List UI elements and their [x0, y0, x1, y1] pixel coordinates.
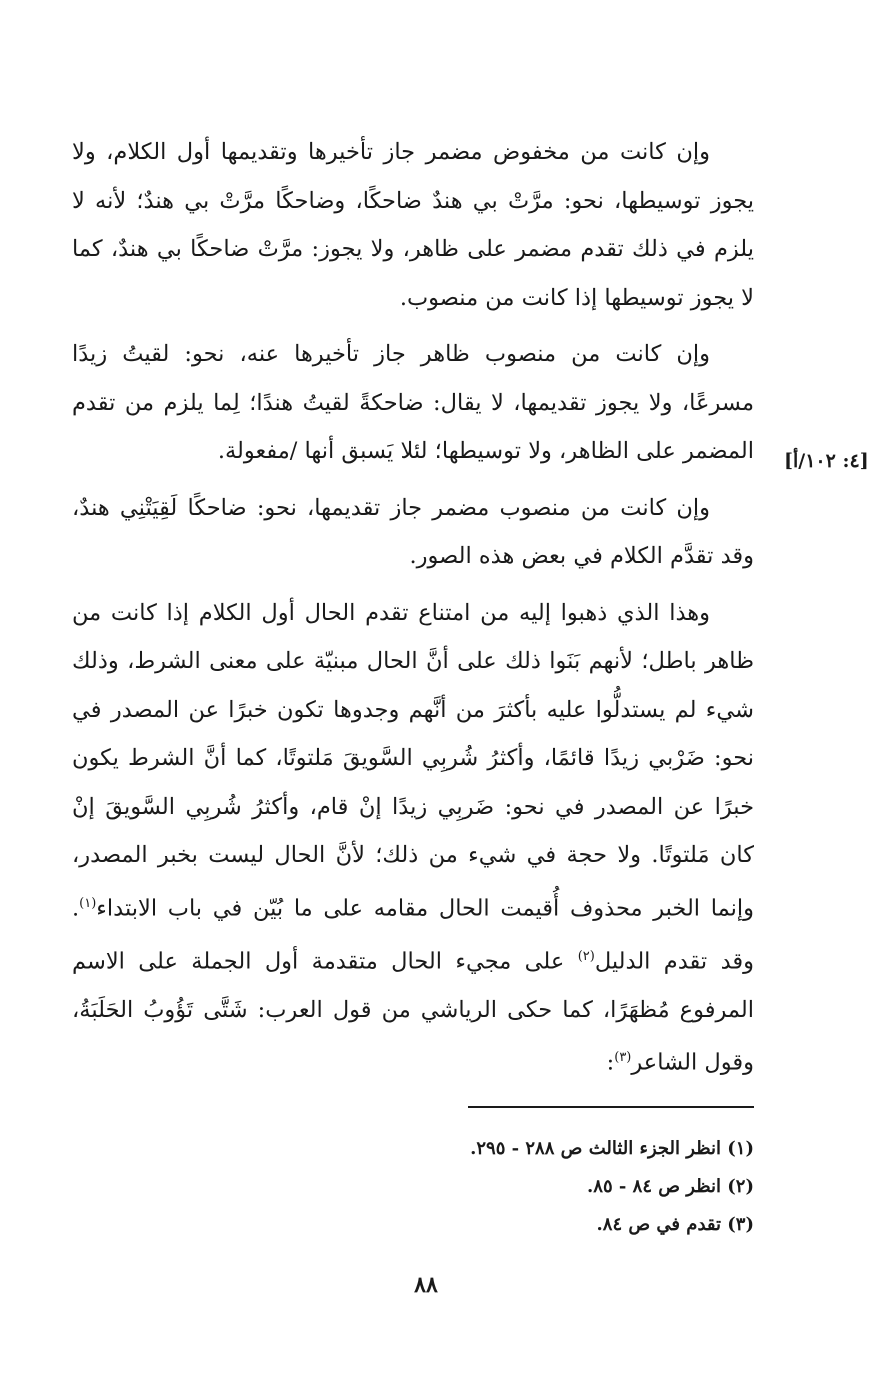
footnote-ref-1: (١): [79, 895, 97, 911]
paragraph-1: وإن كانت من مخفوض مضمر جاز تأخيرها وتقديمها أول الكلام، ولا يجوز توسيطها، نحو: مرَّتْ بي هندٌ ضاحكًا، وضاحكًا مرَّتْ بي هندٌ؛ لأنه لا يلزم في ذلك تقدم مضمر على ظاهر، ولا يجوز: مرَّتْ ضاحكًا بي هندٌ، كما لا يجوز توسيطها إذا كانت من منصوب.: [72, 139, 754, 311]
manuscript-folio-marker: [٤: ١٠٢/أ]: [784, 450, 869, 472]
footnote-divider: [468, 1106, 754, 1108]
footnote-2: (٢) انظر ص ٨٤ - ٨٥.: [587, 1176, 754, 1197]
paragraph-4-tail-b: على مجيء الحال متقدمة أول الجملة على الاسم المرفوع مُظهَرًا، كما حكى الرياشي من قول العرب: شَتَّى تَؤُوبُ الحَلَبَةُ، وقول الشاعر: [72, 948, 754, 1076]
main-text: [72, 128, 754, 1095]
footnote-ref-3: (٣): [614, 1050, 632, 1065]
footnotes: [300, 1130, 754, 1244]
footnote-1: (١) انظر الجزء الثالث ص ٢٨٨ - ٢٩٥.: [470, 1138, 754, 1159]
paragraph-4-tail-a: . وقد تقدم الدليل: [72, 895, 754, 974]
paragraph-4-tail-c: :: [606, 1049, 615, 1076]
paragraph-4-body: وهذا الذي ذهبوا إليه من امتناع تقدم الحال أول الكلام إذا كانت من ظاهر باطل؛ لأنهم بَنَوا ذلك على أنَّ الحال مبنيّة على معنى الشرط، وذلك شيء لم يستدلُّوا عليه بأكثرَ من أنَّهم وجدوها تكون خبرًا عن المصدر في نحو: ضَرْبي زيدًا قائمًا، وأكثرُ شُربِي السَّويقَ مَلتوتًا، كما أنَّ الشرط يكون خبرًا عن المصدر في نحو: ضَربِي زيدًا إنْ قام، وأكثرُ شُربِي السَّويقَ إنْ كان مَلتوتًا. ولا حجة في شيء من ذلك؛ لأنَّ الحال ليست بخبر المصدر، وإنما الخبر محذوف أُقيمت الحال مقامه على ما بُيّن في باب الابتداء: [72, 599, 754, 921]
paragraph-2: وإن كانت من منصوب ظاهر جاز تأخيرها عنه، نحو: لقيتُ زيدًا مسرعًا، ولا يجوز تقديمها، لا يقال: ضاحكةً لقيتُ هندًا؛ لِما يلزم من تقدم المضمر على الظاهر، ولا توسيطها؛ لئلا يَسبق أنها /مفعولة.: [72, 341, 754, 464]
footnote-ref-2: (٢): [577, 948, 595, 964]
paragraph-4: [72, 589, 754, 1088]
page-number: ٨٨: [414, 1272, 438, 1298]
paragraph-3: وإن كانت من منصوب مضمر جاز تقديمها، نحو: ضاحكًا لَقِيَتْنِي هندٌ، وقد تقدَّم الكلام في بعض هذه الصور.: [72, 494, 754, 569]
footnote-3: (٣) تقدم في ص ٨٤.: [596, 1214, 754, 1235]
